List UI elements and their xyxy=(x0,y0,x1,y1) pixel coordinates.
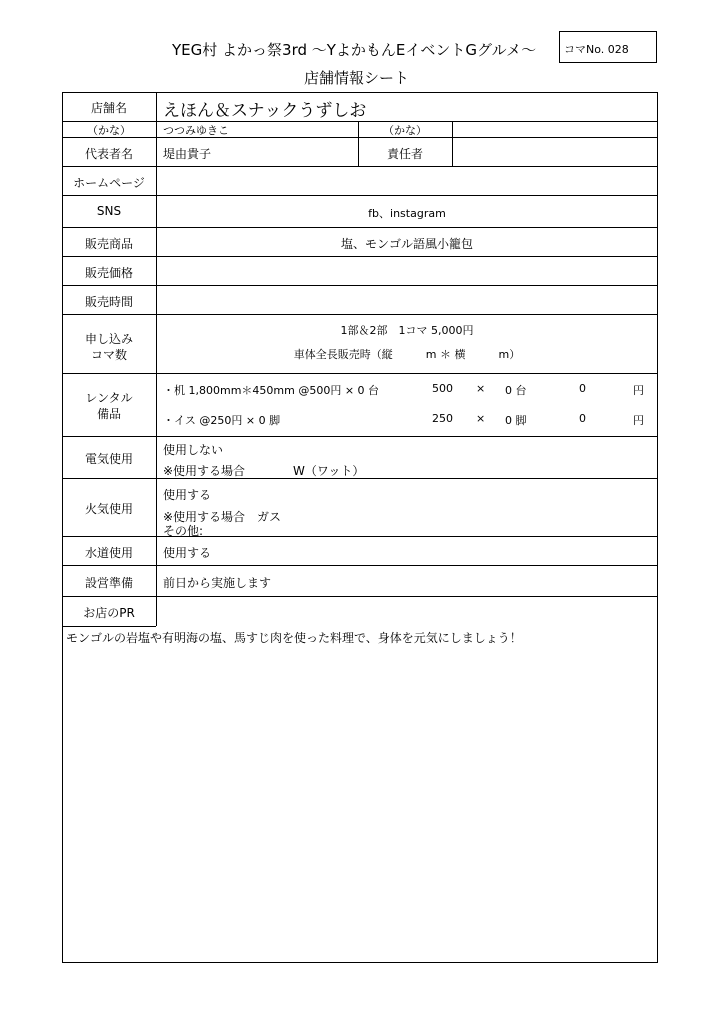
rental-chair-yen: 円 xyxy=(633,414,644,427)
rental-desk-yen: 円 xyxy=(633,384,644,397)
label-sns: SNS xyxy=(96,204,122,218)
row-divider xyxy=(62,565,658,566)
fire-line1: 使用する xyxy=(163,488,212,502)
label-fire: 火気使用 xyxy=(84,502,133,516)
electric-line2: ※使用する場合 W（ワット） xyxy=(163,464,365,478)
row-divider xyxy=(62,536,658,537)
electric-line1: 使用しない xyxy=(163,443,224,457)
label-application-2: コマ数 xyxy=(90,348,127,362)
rental-chair-times: × xyxy=(476,412,486,425)
rental-desk-total: 0 xyxy=(579,382,586,395)
row-divider xyxy=(62,285,658,286)
label-shop-name: 店舗名 xyxy=(90,101,127,115)
setup-value: 前日から実施します xyxy=(163,576,272,590)
row-divider xyxy=(62,436,658,437)
label-kana: （かな） xyxy=(87,124,131,137)
koma-number-box xyxy=(559,31,657,63)
row-divider xyxy=(62,373,658,374)
label-representative: 代表者名 xyxy=(84,147,133,161)
koma-number: コマNo. 028 xyxy=(564,43,629,56)
document-title: YEG村 よかっ祭3rd ～YよかもんEイベントGグルメ～ xyxy=(172,41,537,59)
label-application-1: 申し込み xyxy=(84,332,133,346)
label-hours: 販売時間 xyxy=(84,295,133,309)
rental-chair-total: 0 xyxy=(579,412,586,425)
pr-text: モンゴルの岩塩や有明海の塩、馬すじ肉を使った料理で、身体を元気にしましょう！ xyxy=(66,631,522,645)
rental-desk-unit: 500 xyxy=(432,382,453,395)
representative-value: 堤由貴子 xyxy=(163,147,212,161)
rental-desk-qty: 0 台 xyxy=(505,384,527,397)
application-line2: 車体全長販売時（縦 m ＊ 横 m） xyxy=(293,348,521,361)
row-divider xyxy=(62,256,658,257)
row-divider xyxy=(62,227,658,228)
label-setup: 設営準備 xyxy=(84,576,133,590)
label-pr: お店のPR xyxy=(83,606,135,620)
info-table-frame xyxy=(62,92,658,963)
label-rental-1: レンタル xyxy=(85,391,133,405)
application-line1: 1部＆2部 1コマ 5,000円 xyxy=(340,324,474,337)
label-responsible-kana: （かな） xyxy=(383,124,427,137)
row-divider xyxy=(62,314,658,315)
column-divider xyxy=(452,121,453,166)
rental-chair-qty: 0 脚 xyxy=(505,414,527,427)
rental-chair-unit: 250 xyxy=(432,412,453,425)
label-water: 水道使用 xyxy=(84,546,133,560)
rental-desk-item: ・机 1,800mm＊450mm @500円 × 0 台 xyxy=(163,384,380,397)
row-divider xyxy=(62,166,658,167)
row-divider xyxy=(62,195,658,196)
label-rental-2: 備品 xyxy=(96,407,121,421)
label-responsible: 責任者 xyxy=(386,147,423,161)
label-homepage: ホームページ xyxy=(73,176,145,190)
row-divider xyxy=(62,626,156,627)
rental-desk-times: × xyxy=(476,382,486,395)
sns-value: fb、instagram xyxy=(368,207,446,220)
label-electric: 電気使用 xyxy=(84,452,133,466)
label-products: 販売商品 xyxy=(84,237,133,251)
fire-line3: その他: xyxy=(163,524,204,538)
kana-value: つつみゆきこ xyxy=(163,124,229,137)
fire-line2: ※使用する場合 ガス xyxy=(163,510,282,524)
shop-name-value: えほん＆スナックうずしお xyxy=(163,101,367,121)
sheet-subtitle: 店舗情報シート xyxy=(304,69,410,87)
row-divider xyxy=(62,596,658,597)
label-price: 販売価格 xyxy=(84,266,133,280)
water-value: 使用する xyxy=(163,546,212,560)
rental-chair-item: ・イス @250円 × 0 脚 xyxy=(163,414,281,427)
products-value: 塩、モンゴル語風小籠包 xyxy=(340,237,473,251)
